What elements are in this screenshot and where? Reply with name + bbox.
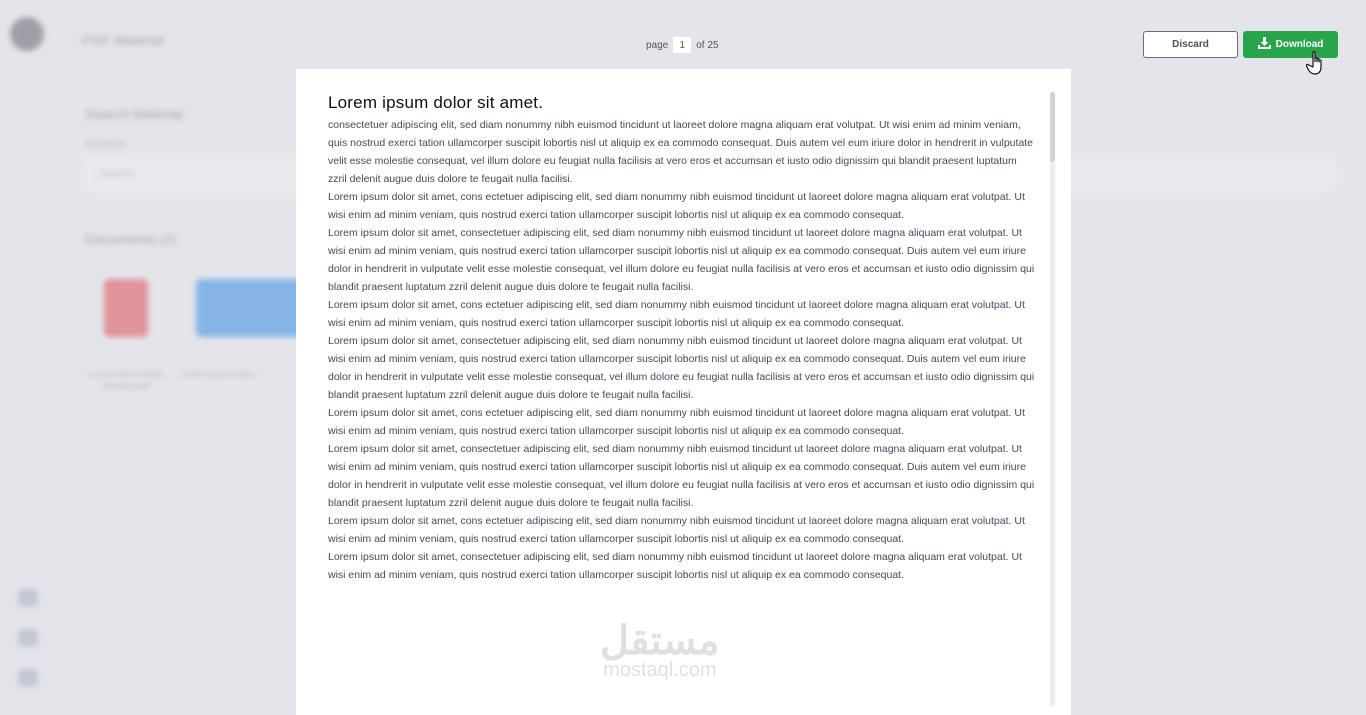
document-paragraph: Lorem ipsum dolor sit amet, consectetuer adipiscing elit, sed diam nonummy nibh euismod tincidunt ut laoreet dolore magna aliquam erat volutpat. Ut wisi enim ad minim veniam, quis nostrud exerci tation ullamcorper suscipit lobortis nisl ut aliquip ex ea commodo consequat. [328, 551, 1022, 581]
scrollbar-thumb[interactable] [1050, 92, 1055, 162]
search-label: Keyword [85, 139, 124, 150]
document-paragraph: Lorem ipsum dolor sit amet, cons ectetuer adipiscing elit, sed diam nonummy nibh euismod tincidunt ut laoreet dolore magna aliquam erat volutpat. Ut wisi enim ad minim veniam, quis nostrud exerci tation ullamcorper suscipit lobortis nisl ut aliquip ex ea commodo consequat. [328, 515, 1025, 545]
download-label: Download [1275, 39, 1324, 50]
app-title: PDF Material [82, 32, 164, 48]
link-icon [18, 589, 38, 607]
discard-button[interactable] [1143, 31, 1238, 58]
pdf-file-icon [104, 279, 148, 337]
section-title: Search Material [85, 106, 184, 122]
settings-icon [18, 669, 38, 687]
watermark-logo-text: مستقل [600, 619, 720, 663]
search-placeholder: Search [100, 168, 135, 180]
page-total: of 25 [696, 39, 719, 51]
hand-pointer-icon [1306, 50, 1330, 78]
discard-label: Discard [1172, 39, 1209, 50]
watermark-url: mostaql.com [603, 659, 717, 681]
page-prefix: page [646, 39, 669, 51]
document-title: Lorem ipsum dolor sit amet. [328, 93, 544, 112]
document-paragraph: consectetuer adipiscing elit, sed diam nonummy nibh euismod tincidunt ut laoreet dolore magna aliquam erat volutpat. Ut wisi enim ad minim veniam, quis nostrud exerci tation ullamcorper suscipit lobortis nisl ut aliquip ex ea commodo consequat. Duis autem vel eum iriure dolor in hendrerit in vulputate velit esse molestie consequat, vel illum dolore eu feugiat nulla facilisis at vero eros et accumsan et iusto odio dignissim qui blandit praesent luptatum zzril delenit augue duis dolore te feugait nulla facilisi. [328, 119, 1034, 185]
file-label-pdf: Lorem Ipsum dolor sit amet.pdf [88, 369, 164, 391]
document-paragraph: Lorem ipsum dolor sit amet, consectetuer adipiscing elit, sed diam nonummy nibh euismod tincidunt ut laoreet dolore magna aliquam erat volutpat. Ut wisi enim ad minim veniam, quis nostrud exerci tation ullamcorper suscipit lobortis nisl ut aliquip ex ea commodo consequat. Duis autem vel eum iriure dolor in hendrerit in vulputate velit esse molestie consequat, vel illum dolore eu feugiat nulla facilisis at vero eros et accumsan et iusto odio dignissim qui blandit praesent luptatum zzril delenit augue duis dolore te feugait nulla facilisi. [328, 443, 1035, 509]
document-viewer[interactable] [296, 69, 1071, 715]
scrollbar[interactable] [1050, 92, 1055, 707]
document-paragraph: Lorem ipsum dolor sit amet, cons ectetuer adipiscing elit, sed diam nonummy nibh euismod tincidunt ut laoreet dolore magna aliquam erat volutpat. Ut wisi enim ad minim veniam, quis nostrud exerci tation ullamcorper suscipit lobortis nisl ut aliquip ex ea commodo consequat. [328, 299, 1025, 329]
file-label-doc: Lorem Ipsum.docx [180, 369, 256, 379]
download-icon [1258, 37, 1271, 52]
document-paragraph: Lorem ipsum dolor sit amet, consectetuer adipiscing elit, sed diam nonummy nibh euismod tincidunt ut laoreet dolore magna aliquam erat volutpat. Ut wisi enim ad minim veniam, quis nostrud exerci tation ullamcorper suscipit lobortis nisl ut aliquip ex ea commodo consequat. Duis autem vel eum iriure dolor in hendrerit in vulputate velit esse molestie consequat, vel illum dolore eu feugiat nulla facilisis at vero eros et accumsan et iusto odio dignissim qui blandit praesent luptatum zzril delenit augue duis dolore te feugait nulla facilisi. [328, 227, 1035, 293]
documents-title: Documents (2) [85, 231, 177, 247]
page-number-input[interactable] [673, 37, 691, 53]
document-paragraph: Lorem ipsum dolor sit amet, cons ectetuer adipiscing elit, sed diam nonummy nibh euismod tincidunt ut laoreet dolore magna aliquam erat volutpat. Ut wisi enim ad minim veniam, quis nostrud exerci tation ullamcorper suscipit lobortis nisl ut aliquip ex ea commodo consequat. [328, 191, 1025, 221]
document-paragraph: Lorem ipsum dolor sit amet, cons ectetuer adipiscing elit, sed diam nonummy nibh euismod tincidunt ut laoreet dolore magna aliquam erat volutpat. Ut wisi enim ad minim veniam, quis nostrud exerci tation ullamcorper suscipit lobortis nisl ut aliquip ex ea commodo consequat. [328, 407, 1025, 437]
document-content [328, 93, 1038, 584]
document-paragraph: Lorem ipsum dolor sit amet, consectetuer adipiscing elit, sed diam nonummy nibh euismod tincidunt ut laoreet dolore magna aliquam erat volutpat. Ut wisi enim ad minim veniam, quis nostrud exerci tation ullamcorper suscipit lobortis nisl ut aliquip ex ea commodo consequat. Duis autem vel eum iriure dolor in hendrerit in vulputate velit esse molestie consequat, vel illum dolore eu feugiat nulla facilisis at vero eros et accumsan et iusto odio dignissim qui blandit praesent luptatum zzril delenit augue duis dolore te feugait nulla facilisi. [328, 335, 1035, 401]
avatar [10, 17, 44, 51]
page-navigator [646, 37, 719, 53]
watermark [600, 619, 720, 681]
search-icon [18, 629, 38, 647]
